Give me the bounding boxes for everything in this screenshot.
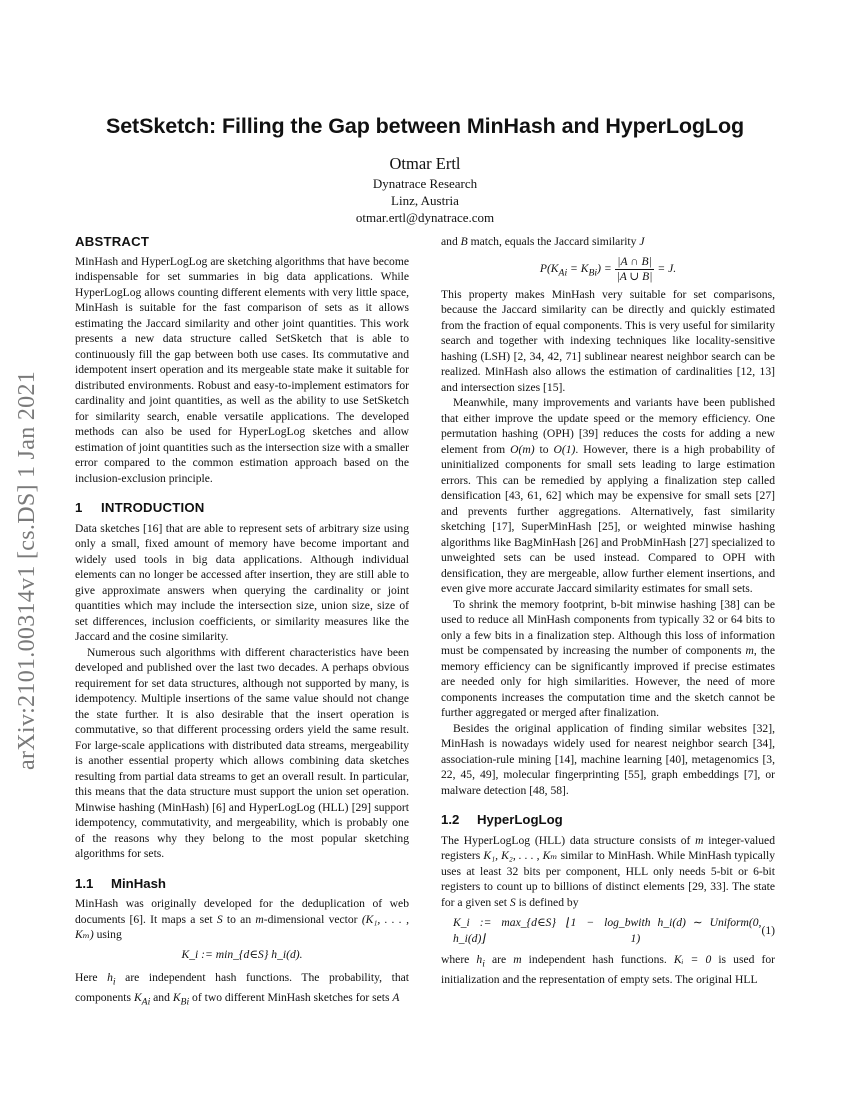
hyperloglog-paragraph-1: The HyperLogLog (HLL) data structure consists of m integer-valued registers K₁, K₂, . . . , Kₘ similar to MinHash. While MinHash typically uses at least 32 bits per component, HLL only needs 5-bit or 6-bit registers to count up to billions of distinct elements [29, 33]. The state for a given set S is defined by xyxy=(441,833,775,909)
minhash-vector: (K₁, . . . , Kₘ) xyxy=(75,912,409,941)
subsection-title: MinHash xyxy=(111,875,166,891)
hyperloglog-paragraph-2: where $h_i$ are m independent hash functions. Kᵢ = 0 is used for initialization and the representation of empty sets. The original HLL xyxy=(441,953,775,986)
hll-equation-condition: with h_i(d) ∼ Uniform(0, 1) xyxy=(630,916,762,945)
minhash-paragraph-1: MinHash was originally developed for the deduplication of web documents [6]. It maps a set S to an m-dimensional vector (K₁, . . . , Kₘ) using xyxy=(75,897,409,941)
author-location: Linz, Austria xyxy=(391,193,459,208)
abstract-heading: ABSTRACT xyxy=(75,234,150,249)
section-number: 1 xyxy=(75,500,83,515)
introduction-heading xyxy=(75,500,409,516)
author-email[interactable]: otmar.ertl@dynatrace.com xyxy=(355,210,495,225)
right-paragraph-1: This property makes MinHash very suitable for set comparisons, because the Jaccard similarity can be directly and quickly estimated from the fraction of equal components. This is very useful for similarity search and together with indexing techniques like locality-sensitive hashing (LSH) [2, 34, 42, 71] sublinear nearest neighbor search can be realized. MinHash also allows the estimation of cardinalities [12, 13] and intersection sizes [15]. xyxy=(441,287,775,394)
right-paragraph-3: To shrink the memory footprint, b-bit minwise hashing [38] can be used to reduce all MinHash components from typically 32 or 64 bits to only a few bits in a finalization step. Although this loss of information must be compensated by increasing the number of components m, the memory efficiency can be significantly improved if precise estimates are needed only for high similarities. However, the need of more components increases the computation time and the sketch cannot be further aggregated or merged after finalization. xyxy=(441,597,775,719)
intro-paragraph-2: Numerous such algorithms with different characteristics have been developed and published over the last two decades. A perhaps obvious requirement for set data structures, although not supported by many, is idempotency. Multiple insertions of the same value should not change the state further. It is also desirable that the insert operation is commutative, so that different processing orders yield the same result. For large-scale applications with distributed data streams, mergeability is another essential property which allows combining data sketches resulting from partial data streams to get an overall result. In particular, this means that the data structure must support the union set operation. Minwise hashing (MinHash) [6] and HyperLogLog (HLL) [29] support idempotency, commutativity, and mergeability, which is probably one of the reasons why they belong to the most popular sketching algorithms for sets. xyxy=(75,645,409,860)
jaccard-equation: $P(K_{Ai} = K_{Bi})$ = $\frac{|A \cap B|}{|A \cup B|}$ = J. xyxy=(539,254,677,283)
right-column xyxy=(441,234,775,987)
right-paragraph-4: Besides the original application of finding similar websites [32], MinHash is nowadays widely used for nearest neighbor search [34], association-rule mining [14], machine learning [40], metagenomics [3, 22, 45, 49], molecular fingerprinting [55], graph embeddings [7], or malware detection [48, 58]. xyxy=(441,721,775,797)
jaccard-intro: and B match, equals the Jaccard similarity J xyxy=(441,235,645,248)
left-column xyxy=(75,234,409,1010)
subsection-number: 1.2 xyxy=(441,812,460,827)
minhash-equation: K_i := min_{d∈S} h_i(d). xyxy=(181,947,303,961)
jaccard-fraction: $\frac{|A \cap B|}{|A \cup B|}$ xyxy=(616,254,653,283)
arxiv-identifier: arXiv:2101.00314v1 [cs.DS] 1 Jan 2021 xyxy=(14,370,40,770)
hyperloglog-heading xyxy=(441,812,775,828)
abstract-text: MinHash and HyperLogLog are sketching algorithms that have become indispensable for set summaries in big data applications. While HyperLogLog allows counting different elements with very little space, MinHash is suitable for the fast comparison of sets as it allows estimating the Jaccard similarity and other joint quantities. This work presents a new data structure called SetSketch that is able to continuously fill the gap between both use cases. Its commutative and idempotent insert operation and its mergeable state make it suitable for distributed environments. Robust and easy-to-implement estimators for cardinality and joint quantities, as well as the ability to use SetSketch for similarity search, enable versatile applications. The developed methods can also be used for HyperLogLog sketches and allow estimation of joint quantities such as the intersection size with a smaller error compared to the common estimation approach based on the inclusion-exclusion principle. xyxy=(75,254,409,485)
subsection-title: HyperLogLog xyxy=(477,812,563,827)
section-title: INTRODUCTION xyxy=(101,500,205,515)
hll-equation-main: K_i := max_{d∈S} ⌊1 − log_b h_i(d)⌋ xyxy=(453,916,631,945)
intro-paragraph-1: Data sketches [16] that are able to represent sets of arbitrary size using only a small, fixed amount of memory have become important and widely used tools in big data applications. Although individual elements can no longer be accessed after insertion, they are still able to give approximate answers when querying the cardinality or joint quantities which may include the intersection size, union size, size of set differences, inclusion coefficients, or similarity measures like the Jaccard and the cosine similarity. xyxy=(75,521,409,643)
paper-title: SetSketch: Filling the Gap between MinHash and HyperLogLog xyxy=(105,114,745,138)
equation-number: (1) xyxy=(761,923,775,937)
subsection-number: 1.1 xyxy=(75,875,94,891)
minhash-paragraph-2: Here $h_i$ are independent hash functions. The probability, that components $K_{Ai}$ and $K_{Bi}$ of two different MinHash sketches for sets A xyxy=(75,971,409,1008)
hyperloglog-equation xyxy=(441,915,775,946)
minhash-heading xyxy=(75,876,409,892)
author-name: Otmar Ertl xyxy=(389,154,461,173)
right-paragraph-2: Meanwhile, many improvements and variants have been published that either improve the update speed or the memory efficiency. One permutation hashing (OPH) [39] reduces the costs for adding a new element from O(m) to O(1). However, there is a high probability of uninitialized components for small sets leading to large estimation errors. This can be remedied by applying a finalization step called densification [43, 61, 62] which may be expensive for small sets [27] and prevents further aggregations. Alternatively, fast similarity sketching [17], SuperMinHash [25], or weighted minwise hashing algorithms like BagMinHash [26] and ProbMinHash [27] specialized to unweighted sets can be used instead. Compared to OPH with densification, they are mergeable, allow further element insertions, and even give more accurate Jaccard similarity estimates for small sets. xyxy=(441,396,776,595)
author-affiliation: Dynatrace Research xyxy=(372,176,478,191)
